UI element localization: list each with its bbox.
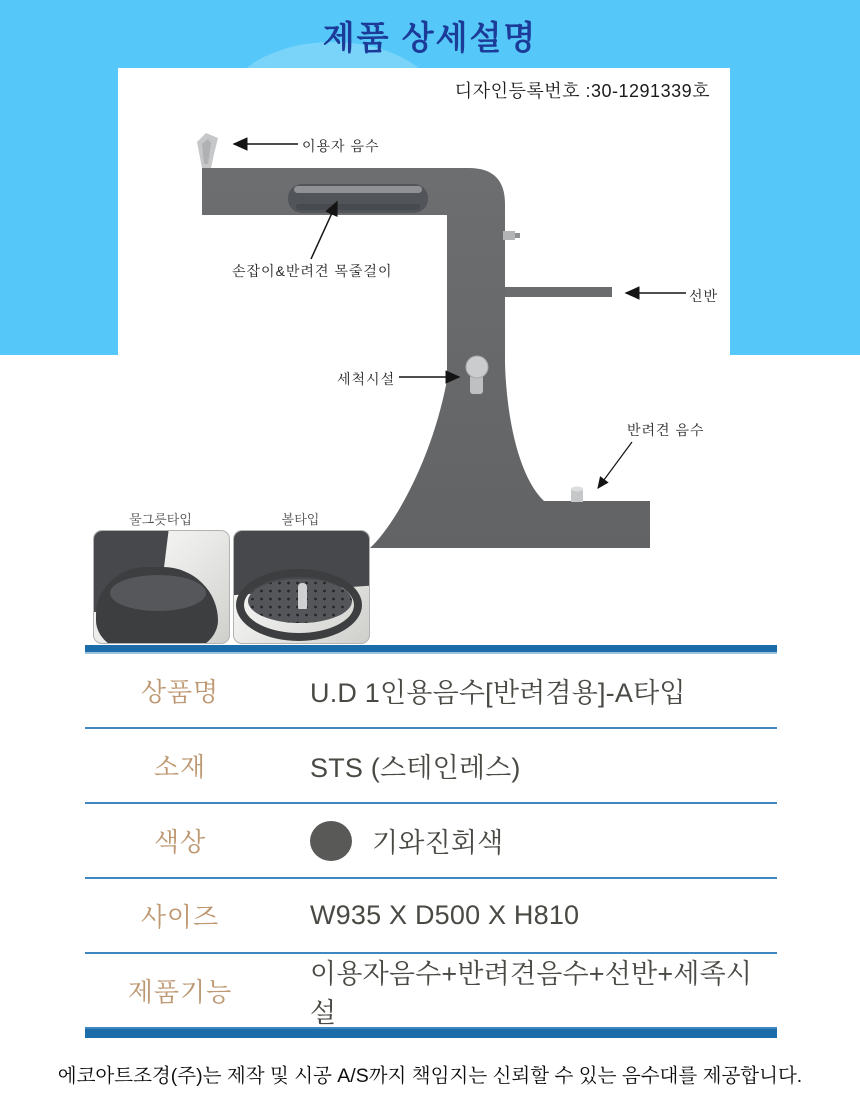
spec-label: 색상 — [153, 827, 207, 857]
spec-value-text: STS (스테인레스) — [310, 753, 521, 783]
label-pet-drink: 반려견 음수 — [627, 422, 705, 438]
shelf-shape — [505, 287, 612, 297]
design-registration-number: 디자인등록번호 :30-1291339호 — [454, 81, 710, 101]
spec-label: 소재 — [153, 752, 207, 782]
label-handle-leash-hook: 손잡이&반려견 목줄걸이 — [232, 263, 393, 279]
spec-table-bottom-bar — [85, 1029, 777, 1038]
spec-row-size — [85, 879, 777, 954]
spec-value — [275, 671, 777, 710]
spec-value — [275, 900, 777, 931]
spec-row-functions — [85, 954, 777, 1029]
spec-label: 상품명 — [140, 677, 220, 707]
spec-table-top-bar — [85, 645, 777, 654]
wash-tap-head — [466, 356, 488, 378]
fountain-diagram-drawing — [180, 130, 720, 570]
spec-row-material — [85, 729, 777, 804]
label-wash-facility: 세척시설 — [337, 371, 396, 387]
spec-label: 사이즈 — [140, 902, 220, 932]
page-title: 제품 상세설명 — [322, 19, 538, 56]
spec-value — [275, 952, 777, 1030]
spec-table — [85, 645, 777, 1038]
label-shelf: 선반 — [689, 288, 719, 304]
spec-row-color — [85, 804, 777, 879]
spec-label: 제품기능 — [127, 977, 233, 1007]
spec-value-text: U.D 1인용음수[반려겸용]-A타입 — [310, 678, 686, 708]
thumbnail-bowl-rim — [236, 569, 362, 641]
thumbnail-bowl-cavity — [110, 575, 206, 611]
footer-note: 에코아트조경(주)는 제작 및 시공 A/S까지 책임지는 신뢰할 수 있는 음수대를 제공합니다. — [57, 1065, 803, 1087]
thumbnail-ball-type — [233, 530, 370, 644]
thumbnail-bowl-type — [93, 530, 230, 644]
bolt-shape — [503, 231, 515, 240]
thumbnail-label-bowl-type: 물그릇타입 — [129, 512, 192, 527]
spec-value-text: 기와진회색 — [372, 828, 504, 858]
spec-value — [275, 746, 777, 785]
label-user-drink: 이용자 음수 — [302, 138, 380, 154]
thumbnail-label-ball-type: 볼타입 — [281, 512, 320, 527]
spec-row-product-name — [85, 654, 777, 729]
color-swatch-gray — [310, 821, 352, 861]
pet-drink-arrow — [598, 442, 632, 488]
spec-value — [275, 821, 777, 861]
spec-value-text: 이용자음수+반려견음수+선반+세족시설 — [310, 958, 753, 1028]
spec-value-text: W935 X D500 X H810 — [310, 900, 580, 930]
